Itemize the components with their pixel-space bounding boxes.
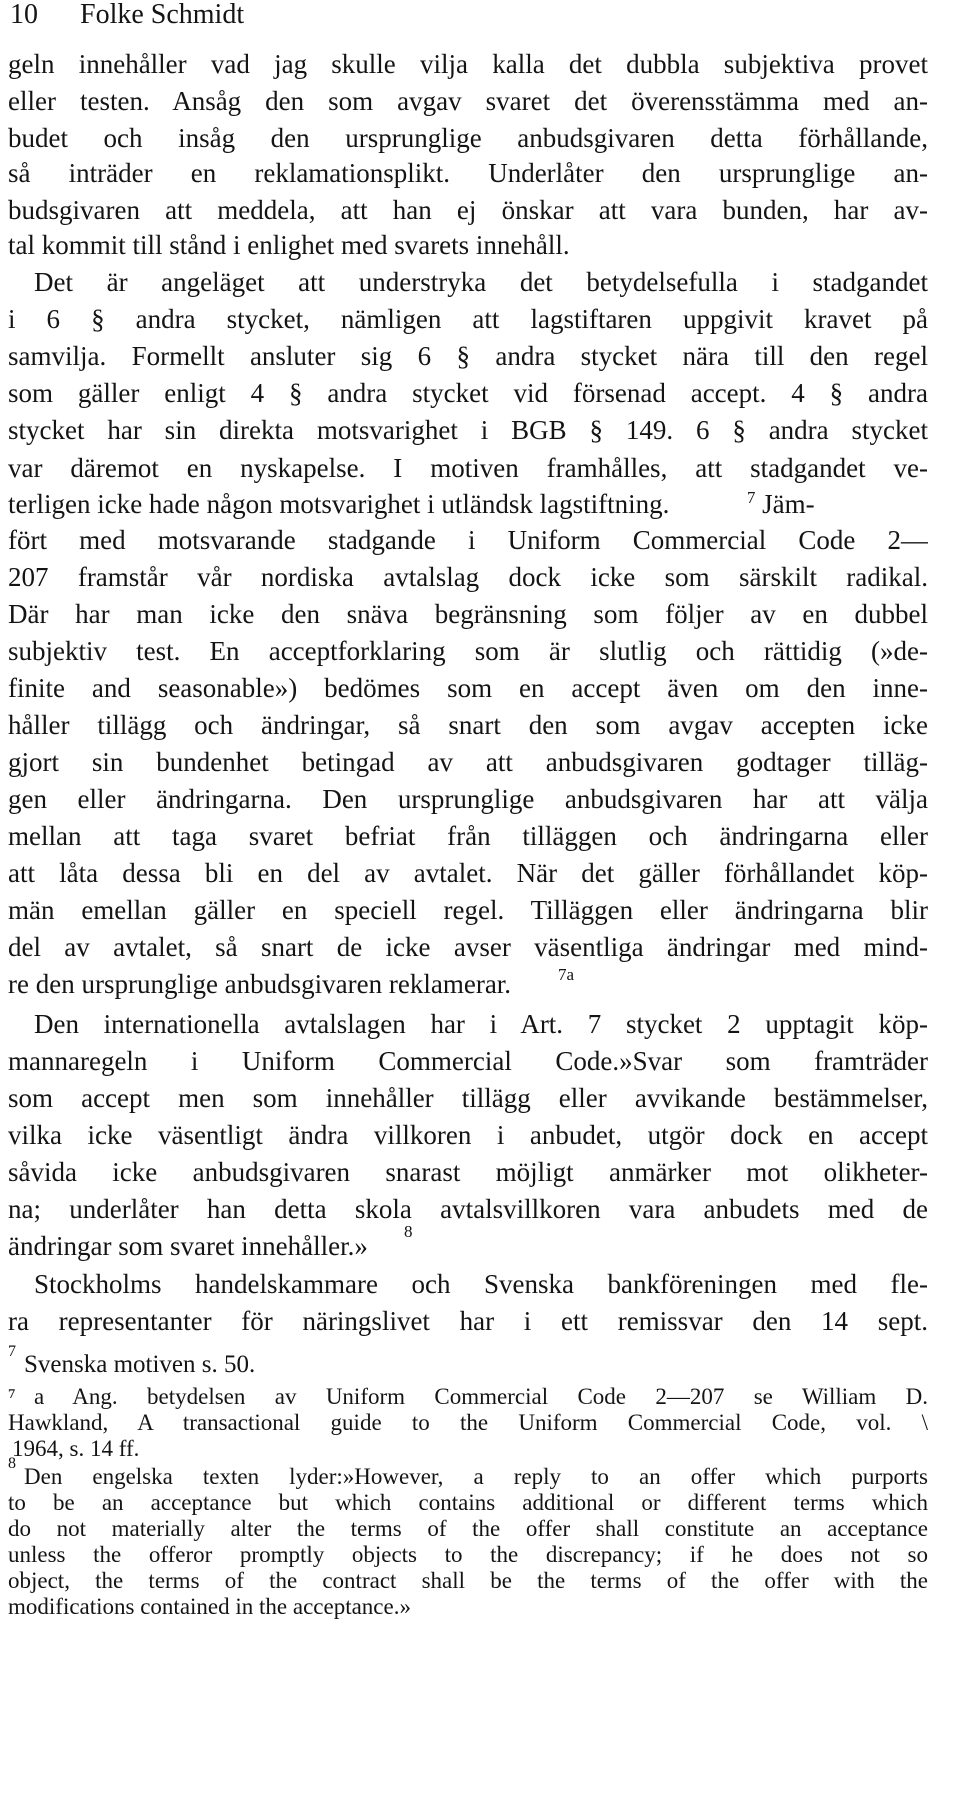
- footnote-line: do not materially alter the terms of the offer shall constitute an acceptance: [8, 1516, 928, 1541]
- body-line: na; underlåter han detta skola avtalsvillkoren vara anbudets med de: [8, 1194, 928, 1224]
- footnote-ref: 7: [747, 488, 756, 507]
- body-line: Det är angeläget att understryka det betydelsefulla i stadgandet: [34, 267, 928, 297]
- body-line: del av avtalet, så snart de icke avser väsentliga ändringar med mind-: [8, 932, 928, 962]
- body-line: subjektiv test. En acceptforklaring som är slutlig och rättidig (»de-: [8, 636, 928, 666]
- body-line: budet och insåg den ursprunglige anbudsgivaren detta förhållande,: [8, 123, 928, 153]
- footnote-mark: ⁷: [8, 1384, 16, 1409]
- body-line: stycket har sin direkta motsvarighet i BGB § 149. 6 § andra stycket: [8, 415, 928, 445]
- footnote-line: unless the offeror promptly objects to the discrepancy; if he does not so: [8, 1542, 928, 1567]
- body-line: 207 framstår vår nordiska avtalslag dock icke som särskilt radikal.: [8, 562, 928, 592]
- footnote-line: Hawkland, A transactional guide to the Uniform Commercial Code, vol. \: [8, 1410, 928, 1435]
- footnote-line: a Ang. betydelsen av Uniform Commercial Code 2—207 se William D.: [34, 1384, 928, 1409]
- body-line: som accept men som innehåller tillägg eller avvikande bestämmelser,: [8, 1083, 928, 1113]
- footnote-line: to be an acceptance but which contains additional or different terms which: [8, 1490, 928, 1515]
- footnote-line: modifications contained in the acceptance.»: [8, 1594, 411, 1619]
- body-line: Stockholms handelskammare och Svenska bankföreningen med fle-: [34, 1269, 928, 1299]
- running-header: [10, 0, 244, 30]
- footnote-ref-7-wrap: [747, 488, 815, 520]
- body-line: tal kommit till stånd i enlighet med svarets innehåll.: [8, 230, 570, 260]
- footnote-line: Den engelska texten lyder:»However, a reply to an offer which purports: [24, 1464, 928, 1489]
- body-line: i 6 § andra stycket, nämligen att lagstiftaren uppgivit kravet på: [8, 304, 928, 334]
- body-line: män emellan gäller en speciell regel. Tilläggen eller ändringarna blir: [8, 895, 928, 925]
- body-line: ra representanter för näringslivet har i ett remissvar den 14 sept.: [8, 1306, 928, 1336]
- body-line: finite and seasonable») bedömes som en accept även om den inne-: [8, 673, 928, 703]
- body-line: samvilja. Formellt ansluter sig 6 § andra stycket nära till den regel: [8, 341, 928, 371]
- body-line: vilka icke väsentligt ändra villkoren i anbudet, utgör dock en accept: [8, 1120, 928, 1150]
- body-line: Den internationella avtalslagen har i Art. 7 stycket 2 upptagit köp-: [34, 1009, 928, 1039]
- footnote-line: Svenska motiven s. 50.: [24, 1352, 256, 1378]
- document-page: 10 Folke Schmidt geln innehåller vad jag skulle vilja kalla det dubbla subjektiva provet eller testen. Ansåg den som avgav svaret det överensstämma med an- budet och insåg den ursprunglige anbudsgivaren detta förhållande, så inträder en reklamationsplikt. Underlåter den ursprunglige an- budsgivaren att meddela, att han ej önskar att vara bunden, har av- tal kommit till stånd i enlighet med svarets innehåll. Det är angeläget att understryka det betydelsefulla i stadgandet i 6 § andra stycket, nämligen att lagstiftaren uppgivit kravet på samvilja. Formellt ansluter sig 6 § andra stycket nära till den regel som gäller enligt 4 § andra stycket vid försenad accept. 4 § andra stycket har sin direkta motsvarighet i BGB § 149. 6 § andra stycket var däremot en nyskapelse. I motiven framhålles, att stadgandet ve- terligen icke hade någon motsvarighet i utländsk lagstiftning. $^7$ Jäm- fört med motsvarande stadgande i Uniform Commercial Code 2— 207 framstår vår nordiska avtalslag dock icke som särskilt radikal. Där har man icke den snäva begränsning som följer av en dubbel subjektiv test. En acceptforklaring som är slutlig och rättidig (»de- finite and seasonable») bedömes som en accept även om den inne- håller tillägg och ändringar, så snart den som avgav accepten icke gjort sin bundenhet betingad av att anbudsgivaren godtager tilläg- gen eller ändringarna. Den ursprunglige anbudsgivaren har att välja mellan att taga svaret befriat från tilläggen och ändringarna eller att låta dessa bli en del av avtalet. När det gäller förhållandet köp- män emellan gäller en speciell regel. Tilläggen eller ändringarna blir del av avtalet, så snart de icke avser väsentliga ändringar med mind- re den ursprunglige anbudsgivaren reklamerar. 7a Den internationella avtalslagen har i Art. 7 stycket 2 upptagit köp- mannaregeln i Uniform Commercial Code.»Svar som framträder som accept men som innehåller tillägg eller avvikande bestämmelser, vilka icke väsentligt ändra villkoren i anbudet, utgör dock en accept såvida icke anbudsgivaren snarast möjligt anmärker mot olikheter- na; underlåter han detta skola avtalsvillkoren vara anbudets med de ändringar som svaret innehåller.» 8 Stockholms handelskammare och Svenska bankföreningen med fle- ra representanter för näringslivet har i ett remissvar den 14 sept. 7 Svenska motiven s. 50. ⁷ a Ang. betydelsen av Uniform Commercial Code 2—207 se William D. Hawkland, A transactional guide to the Uniform Commercial Code, vol. \ 1964, s. 14 ff. 8 Den engelska texten lyder:»However, a reply to an offer which purports to be an acceptance but which contains additional or different terms which do not materially alter the terms of the offer shall constitute an acceptance unless the offeror promptly objects to the discrepancy; if he does not so object, the terms of the contract shall be the terms of the offer with the modifications contained in the acceptance.»: [0, 0, 960, 1809]
- body-line: att låta dessa bli en del av avtalet. När det gäller förhållandet köp-: [8, 858, 928, 888]
- page-number: 10: [10, 0, 38, 30]
- body-line: budsgivaren att meddela, att han ej önskar att vara bunden, har av-: [8, 195, 928, 225]
- body-line: re den ursprunglige anbudsgivaren reklamerar.: [8, 969, 512, 999]
- body-line-tail: Jäm-: [762, 489, 815, 519]
- body-line: ändringar som svaret innehåller.»: [8, 1231, 368, 1261]
- body-line: mellan att taga svaret befriat från tilläggen och ändringarna eller: [8, 821, 928, 851]
- body-line: som gäller enligt 4 § andra stycket vid försenad accept. 4 § andra: [8, 378, 928, 408]
- body-line: terligen icke hade någon motsvarighet i utländsk lagstiftning.: [8, 489, 670, 519]
- body-line: mannaregeln i Uniform Commercial Code.»Svar som framträder: [8, 1046, 928, 1076]
- body-line: håller tillägg och ändringar, så snart den som avgav accepten icke: [8, 710, 928, 740]
- author-name: Folke Schmidt: [80, 0, 245, 30]
- body-line: så inträder en reklamationsplikt. Underlåter den ursprunglige an-: [8, 158, 928, 188]
- body-line: Där har man icke den snäva begränsning som följer av en dubbel: [8, 599, 928, 629]
- body-line: gen eller ändringarna. Den ursprunglige anbudsgivaren har att välja: [8, 784, 928, 814]
- body-line: gjort sin bundenhet betingad av att anbudsgivaren godtager tilläg-: [8, 747, 928, 777]
- body-line: geln innehåller vad jag skulle vilja kalla det dubbla subjektiva provet: [8, 49, 928, 79]
- body-line: eller testen. Ansåg den som avgav svaret det överensstämma med an-: [8, 86, 928, 116]
- footnote-line: object, the terms of the contract shall be the terms of the offer with the: [8, 1568, 928, 1593]
- body-line: fört med motsvarande stadgande i Uniform Commercial Code 2—: [8, 525, 928, 555]
- footnote-line: 1964, s. 14 ff.: [12, 1436, 140, 1461]
- body-line: var däremot en nyskapelse. I motiven framhålles, att stadgandet ve-: [8, 453, 928, 483]
- body-line: såvida icke anbudsgivaren snarast möjligt anmärker mot olikheter-: [8, 1157, 928, 1187]
